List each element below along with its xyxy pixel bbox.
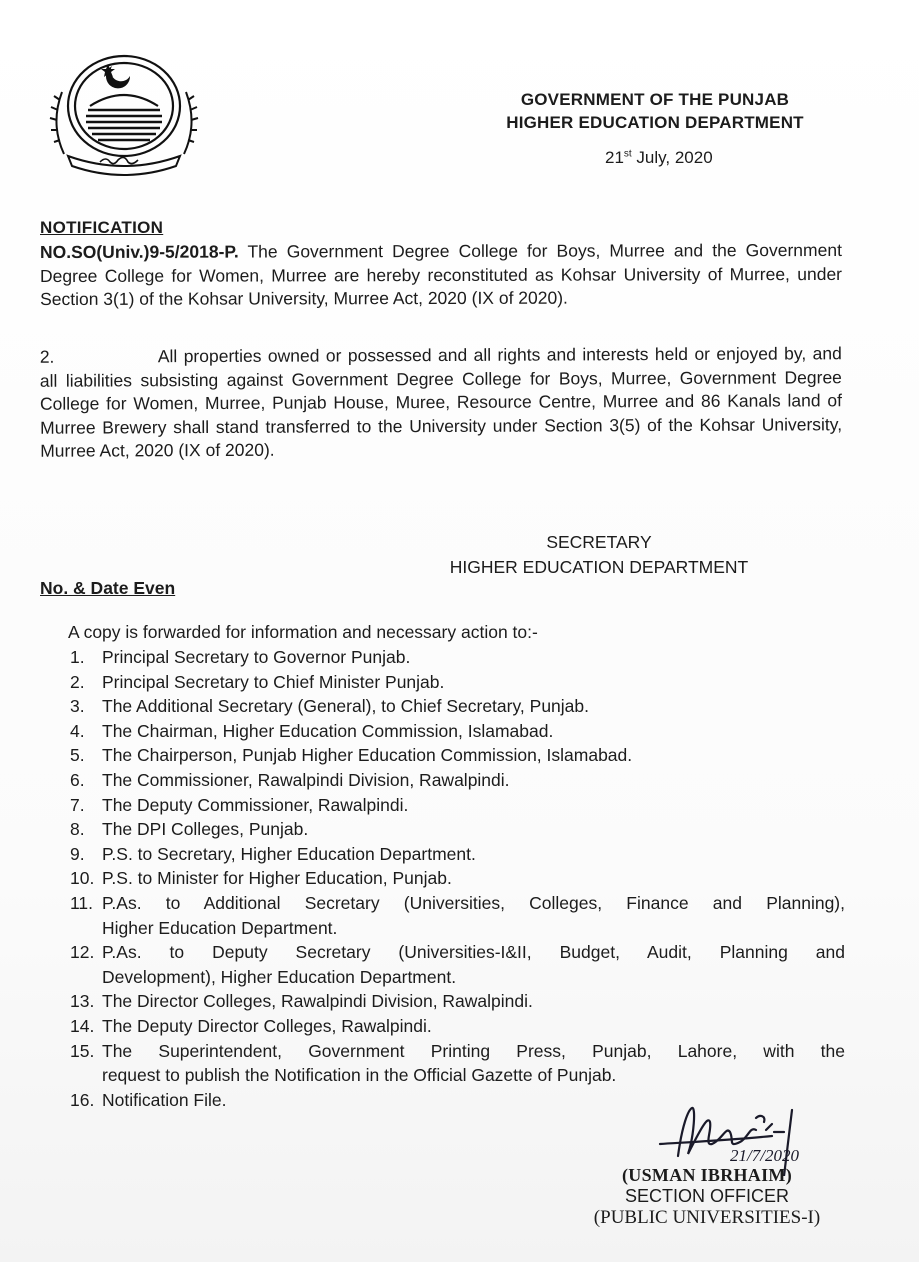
- forwarding-intro: A copy is forwarded for information and necessary action to:-: [68, 622, 538, 642]
- distribution-item: [70, 719, 845, 744]
- document-date: 21st July, 2020: [605, 148, 713, 167]
- signatory-post: SECTION OFFICER: [624, 1186, 789, 1206]
- item-text: Principal Secretary to Chief Minister Punjab.: [102, 671, 445, 692]
- notification-paragraph-1: [40, 239, 842, 312]
- item-number: 12.: [70, 942, 95, 963]
- signature-date: 21/7/2020: [730, 1146, 799, 1165]
- distribution-item: [70, 842, 845, 867]
- department-name: HIGHER EDUCATION DEPARTMENT: [506, 113, 804, 132]
- item-text: The Deputy Commissioner, Rawalpindi.: [102, 794, 409, 815]
- item-number: 14.: [70, 1015, 95, 1036]
- item-text: The Additional Secretary (General), to Chief Secretary, Punjab.: [102, 696, 590, 717]
- item-number: 3.: [70, 696, 85, 717]
- notification-title: NOTIFICATION: [40, 218, 164, 237]
- distribution-item: [70, 768, 845, 793]
- item-text: The DPI Colleges, Punjab.: [102, 819, 309, 840]
- distribution-item: [70, 989, 845, 1014]
- distribution-item: [70, 891, 845, 940]
- item-text: The Deputy Director Colleges, Rawalpindi.: [102, 1015, 432, 1036]
- paragraph-2-number: 2.: [39, 346, 55, 367]
- item-number: 2.: [70, 671, 85, 692]
- item-text: P.As. to Additional Secretary (Universities, Colleges, Finance and Planning),: [102, 892, 845, 913]
- item-text: The Chairperson, Punjab Higher Education Commission, Islamabad.: [102, 745, 633, 766]
- item-text: Notification File.: [102, 1089, 227, 1110]
- distribution-list: [70, 645, 845, 1112]
- distribution-item: [70, 866, 845, 891]
- letterhead: [420, 88, 890, 134]
- item-continuation: request to publish the Notification in the Official Gazette of Punjab.: [102, 1065, 617, 1086]
- item-continuation: Development), Higher Education Department.: [102, 966, 457, 987]
- item-number: 15.: [70, 1040, 95, 1061]
- distribution-item: [70, 793, 845, 818]
- item-number: 1.: [70, 647, 85, 667]
- distribution-item: [70, 670, 845, 695]
- item-text: The Chairman, Higher Education Commission, Islamabad.: [102, 720, 554, 741]
- notification-paragraph-2: [40, 342, 843, 463]
- secretary-department: HIGHER EDUCATION DEPARTMENT: [449, 557, 749, 577]
- distribution-item: [70, 1039, 845, 1088]
- item-number: 11.: [70, 892, 94, 913]
- item-number: 4.: [70, 720, 85, 741]
- paragraph-1-text: The Government Degree College for Boys, Murree and the Government Degree College for Women, Murree are hereby reconstituted as Kohsar University of Murree, under Section 3(1) of the Kohsar University, Murree Act, 2020 (IX of 2020).: [39, 239, 843, 310]
- distribution-item: [70, 743, 845, 768]
- item-text: P.S. to Minister for Higher Education, Punjab.: [102, 868, 452, 889]
- item-number: 13.: [70, 991, 95, 1012]
- item-text: The Superintendent, Government Printing Press, Punjab, Lahore, with the: [102, 1040, 845, 1061]
- distribution-item: [70, 645, 845, 670]
- distribution-item: [70, 940, 845, 989]
- secretary-block: [420, 530, 778, 580]
- item-text: P.As. to Deputy Secretary (Universities-I&II, Budget, Audit, Planning and: [102, 942, 845, 963]
- item-continuation: Higher Education Department.: [102, 917, 338, 938]
- item-text: P.S. to Secretary, Higher Education Department.: [102, 843, 476, 864]
- signatory-name: (USMAN IBRHAIM): [622, 1165, 792, 1185]
- item-number: 8.: [70, 819, 85, 840]
- notification-number: NO.SO(Univ.)9-5/2018-P.: [39, 241, 239, 263]
- item-number: 16.: [70, 1089, 95, 1110]
- signatory-wing: (PUBLIC UNIVERSITIES-I): [593, 1207, 821, 1228]
- punjab-government-emblem-icon: [38, 44, 210, 184]
- item-text: The Commissioner, Rawalpindi Division, Rawalpindi.: [102, 769, 510, 790]
- secretary-title: SECRETARY: [546, 532, 652, 552]
- item-number: 10.: [70, 868, 95, 889]
- endorsement-heading: No. & Date Even: [40, 578, 176, 598]
- item-number: 5.: [70, 745, 85, 766]
- item-number: 9.: [70, 843, 85, 864]
- distribution-item: [70, 1014, 845, 1039]
- item-text: The Director Colleges, Rawalpindi Division, Rawalpindi.: [102, 991, 533, 1012]
- distribution-item: [70, 817, 845, 842]
- distribution-item: [70, 694, 845, 719]
- item-text: Principal Secretary to Governor Punjab.: [102, 647, 411, 667]
- item-number: 7.: [70, 794, 85, 815]
- item-number: 6.: [70, 769, 85, 790]
- paragraph-2-text: All properties owned or possessed and all rights and interests held or enjoyed by, and all liabilities subsisting against Government Degree College for Boys, Murree, Government Degree College for Women, Murree, Punjab House, Muree, Resource Centre, Murree and 86 Kanals land of Murree Brewery shall stand transferred to the University under Section 3(5) of the Kohsar University, Murree Act, 2020 (IX of 2020).: [39, 343, 843, 461]
- government-name: GOVERNMENT OF THE PUNJAB: [520, 90, 790, 109]
- signatory-block: [572, 1165, 842, 1229]
